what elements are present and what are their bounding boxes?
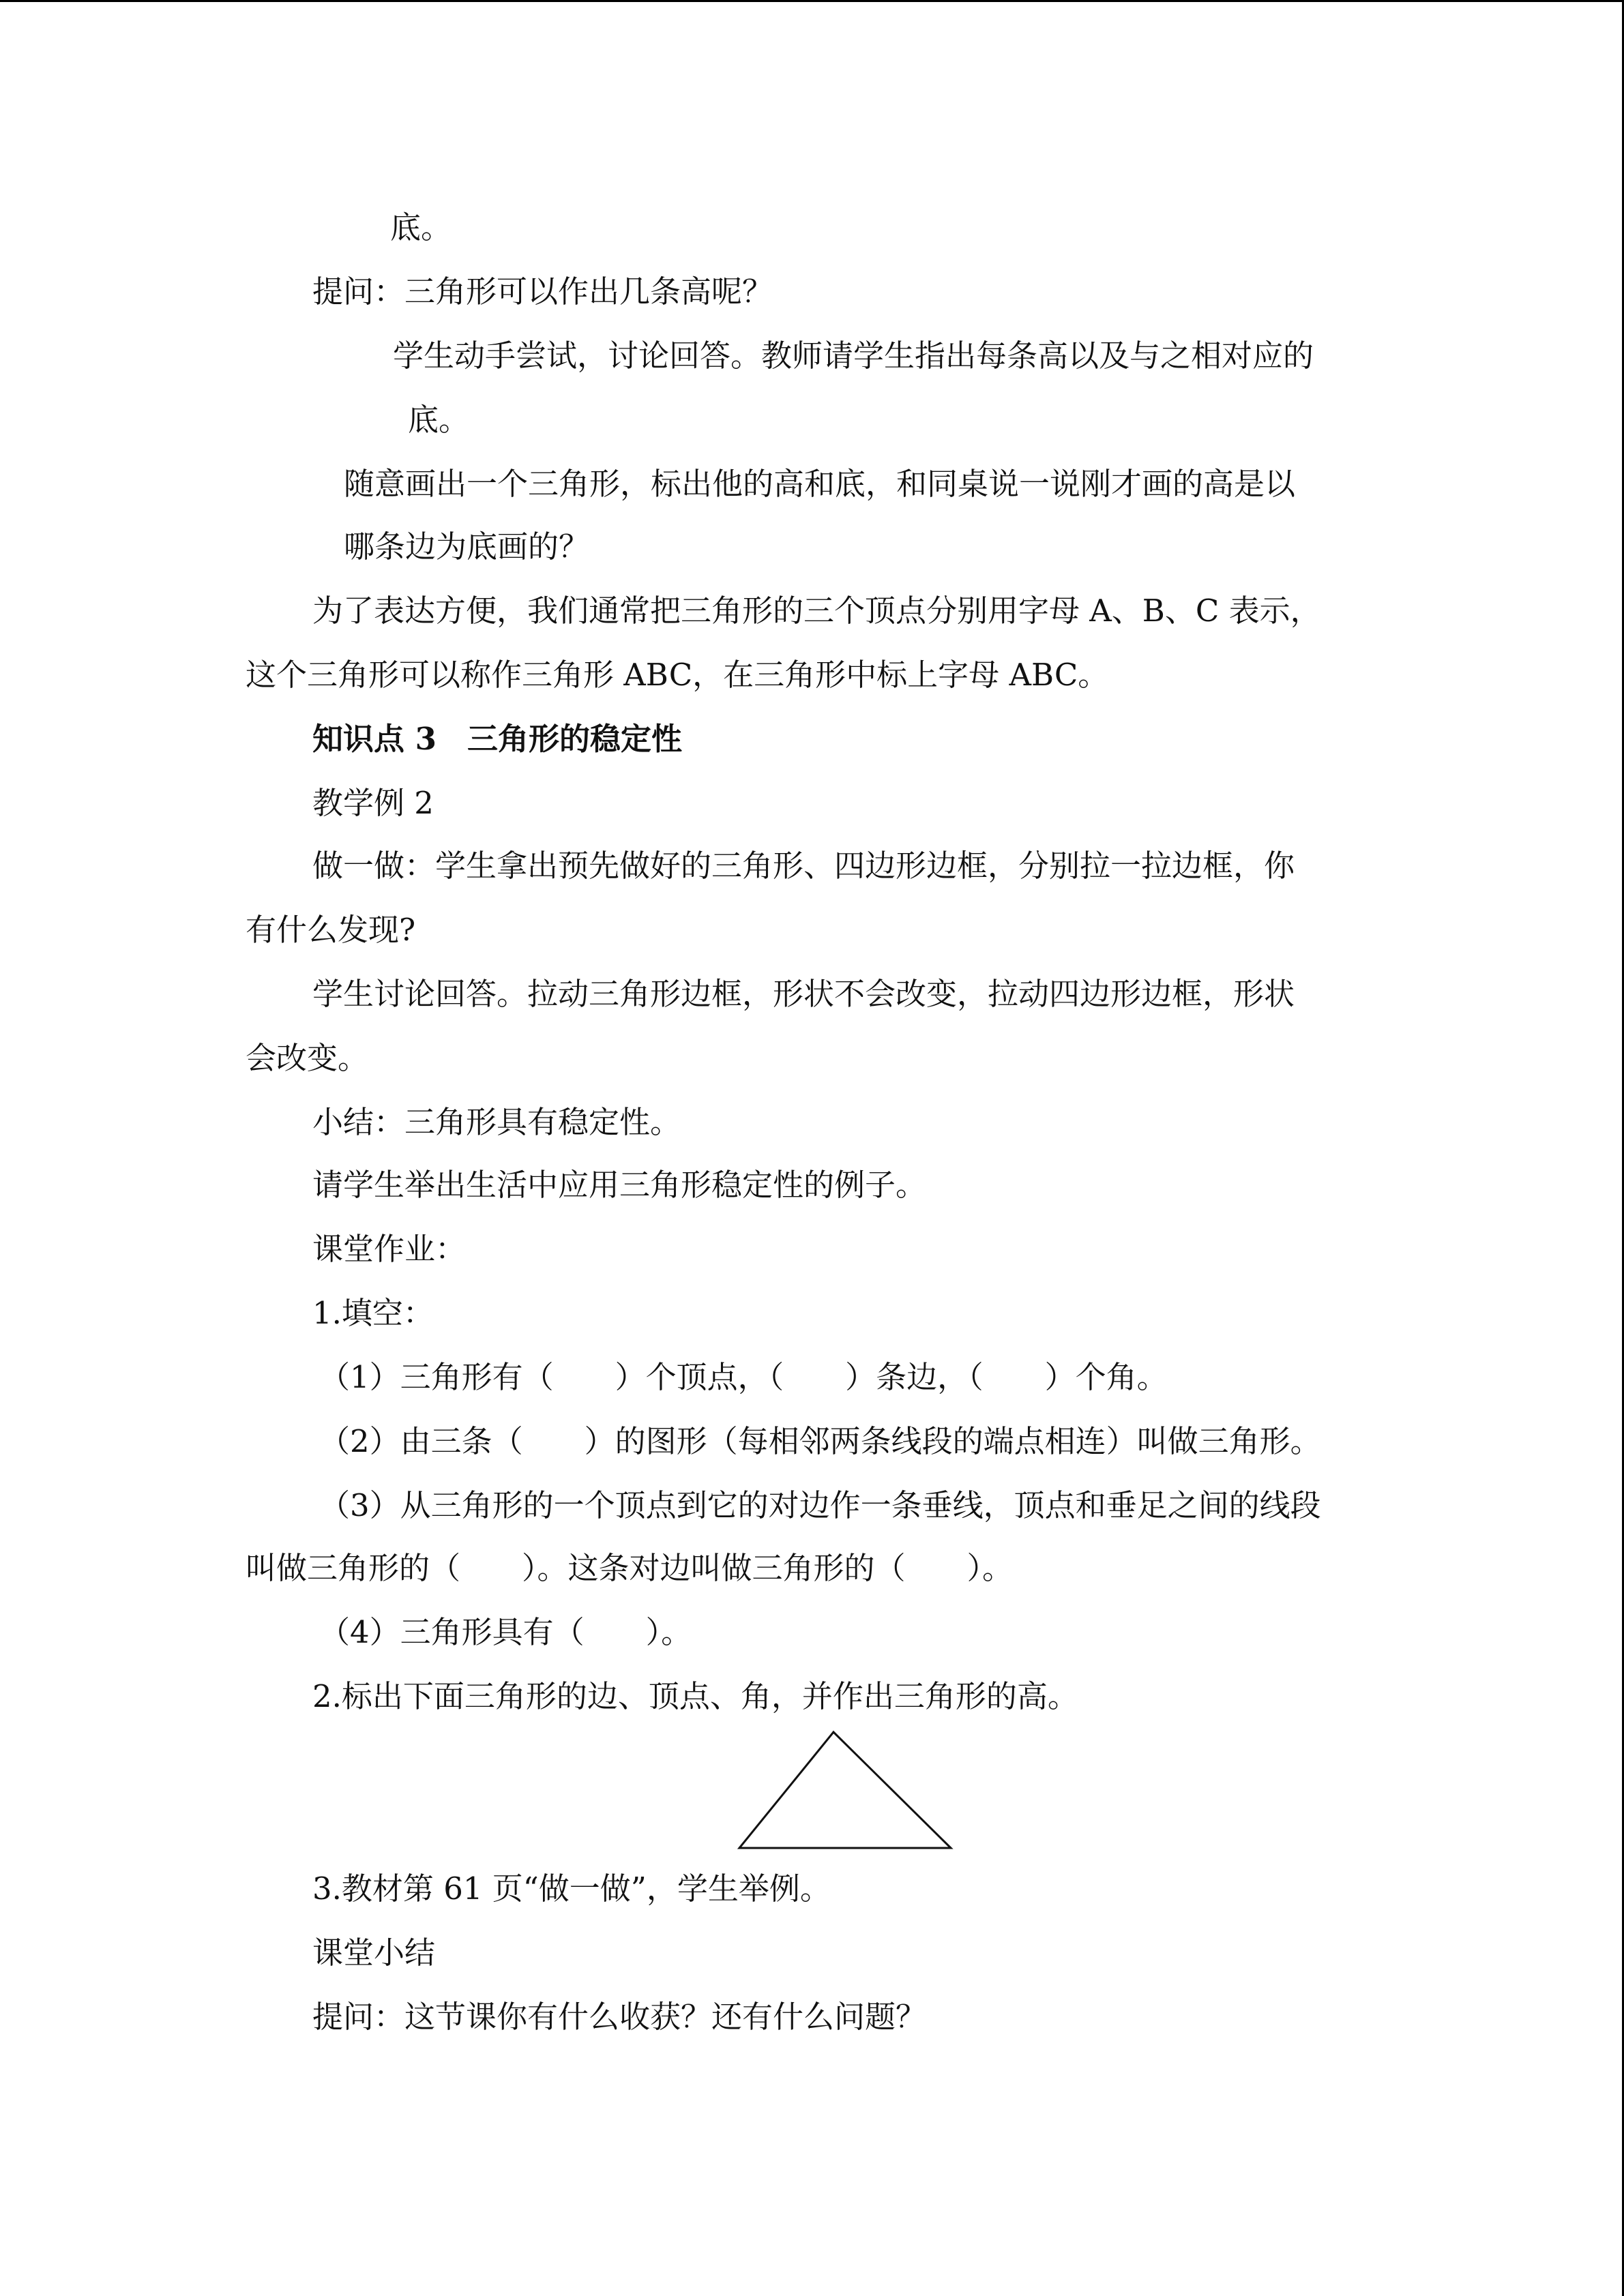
exercise-item: （3）从三角形的一个顶点到它的对边作一条垂线，顶点和垂足之间的线段 bbox=[319, 1487, 1321, 1523]
text-line: 有什么发现? bbox=[246, 912, 416, 948]
exercise-item: （2）由三条（ ）的图形（每相邻两条线段的端点相连）叫做三角形。 bbox=[319, 1423, 1321, 1459]
text-line: 提问：这节课你有什么收获？还有什么问题？ bbox=[312, 1999, 927, 2035]
text-line: 请学生举出生活中应用三角形稳定性的例子。 bbox=[312, 1167, 927, 1203]
text-line: 学生讨论回答。拉动三角形边框，形状不会改变，拉动四边形边框，形状 bbox=[312, 976, 1295, 1012]
text-line: 底。 bbox=[408, 402, 470, 438]
exercise-item: （4）三角形具有（ ）。 bbox=[319, 1614, 692, 1650]
triangle-figure bbox=[737, 1725, 955, 1855]
text-line: 教学例 2 bbox=[312, 785, 434, 821]
text-line: 课堂小结 bbox=[312, 1935, 436, 1971]
triangle-outline bbox=[739, 1732, 951, 1848]
text-line: 随意画出一个三角形，标出他的高和底，和同桌说一说刚才画的高是以 bbox=[344, 466, 1296, 502]
page-border-top bbox=[0, 0, 1624, 2]
text-line: 底。 bbox=[390, 209, 452, 245]
text-line: 这个三角形可以称作三角形 ABC，在三角形中标上字母 ABC。 bbox=[246, 657, 1109, 693]
text-line: 提问：三角形可以作出几条高呢？ bbox=[312, 273, 773, 310]
exercise-item: （1）三角形有（ ）个顶点，（ ）条边，（ ）个角。 bbox=[319, 1359, 1168, 1395]
text-line: 2.标出下面三角形的边、顶点、角，并作出三角形的高。 bbox=[312, 1678, 1078, 1714]
text-line: 做一做：学生拿出预先做好的三角形、四边形边框，分别拉一拉边框，你 bbox=[312, 848, 1295, 884]
text-line: 3.教材第 61 页“做一做”，学生举例。 bbox=[312, 1870, 831, 1907]
text-line: 会改变。 bbox=[246, 1040, 369, 1076]
text-line: 学生动手尝试，讨论回答。教师请学生指出每条高以及与之相对应的 bbox=[393, 338, 1314, 374]
text-line: 1.填空： bbox=[312, 1295, 434, 1331]
exercise-item: 叫做三角形的（ ）。这条对边叫做三角形的（ ）。 bbox=[246, 1550, 1014, 1586]
section-heading: 知识点 3 三角形的稳定性 bbox=[312, 721, 682, 757]
text-line: 小结：三角形具有稳定性。 bbox=[312, 1104, 681, 1140]
text-line: 课堂作业： bbox=[312, 1231, 467, 1267]
text-line: 为了表达方便，我们通常把三角形的三个顶点分别用字母 A、B、C 表示， bbox=[312, 593, 1321, 629]
text-line: 哪条边为底画的？ bbox=[344, 528, 590, 565]
